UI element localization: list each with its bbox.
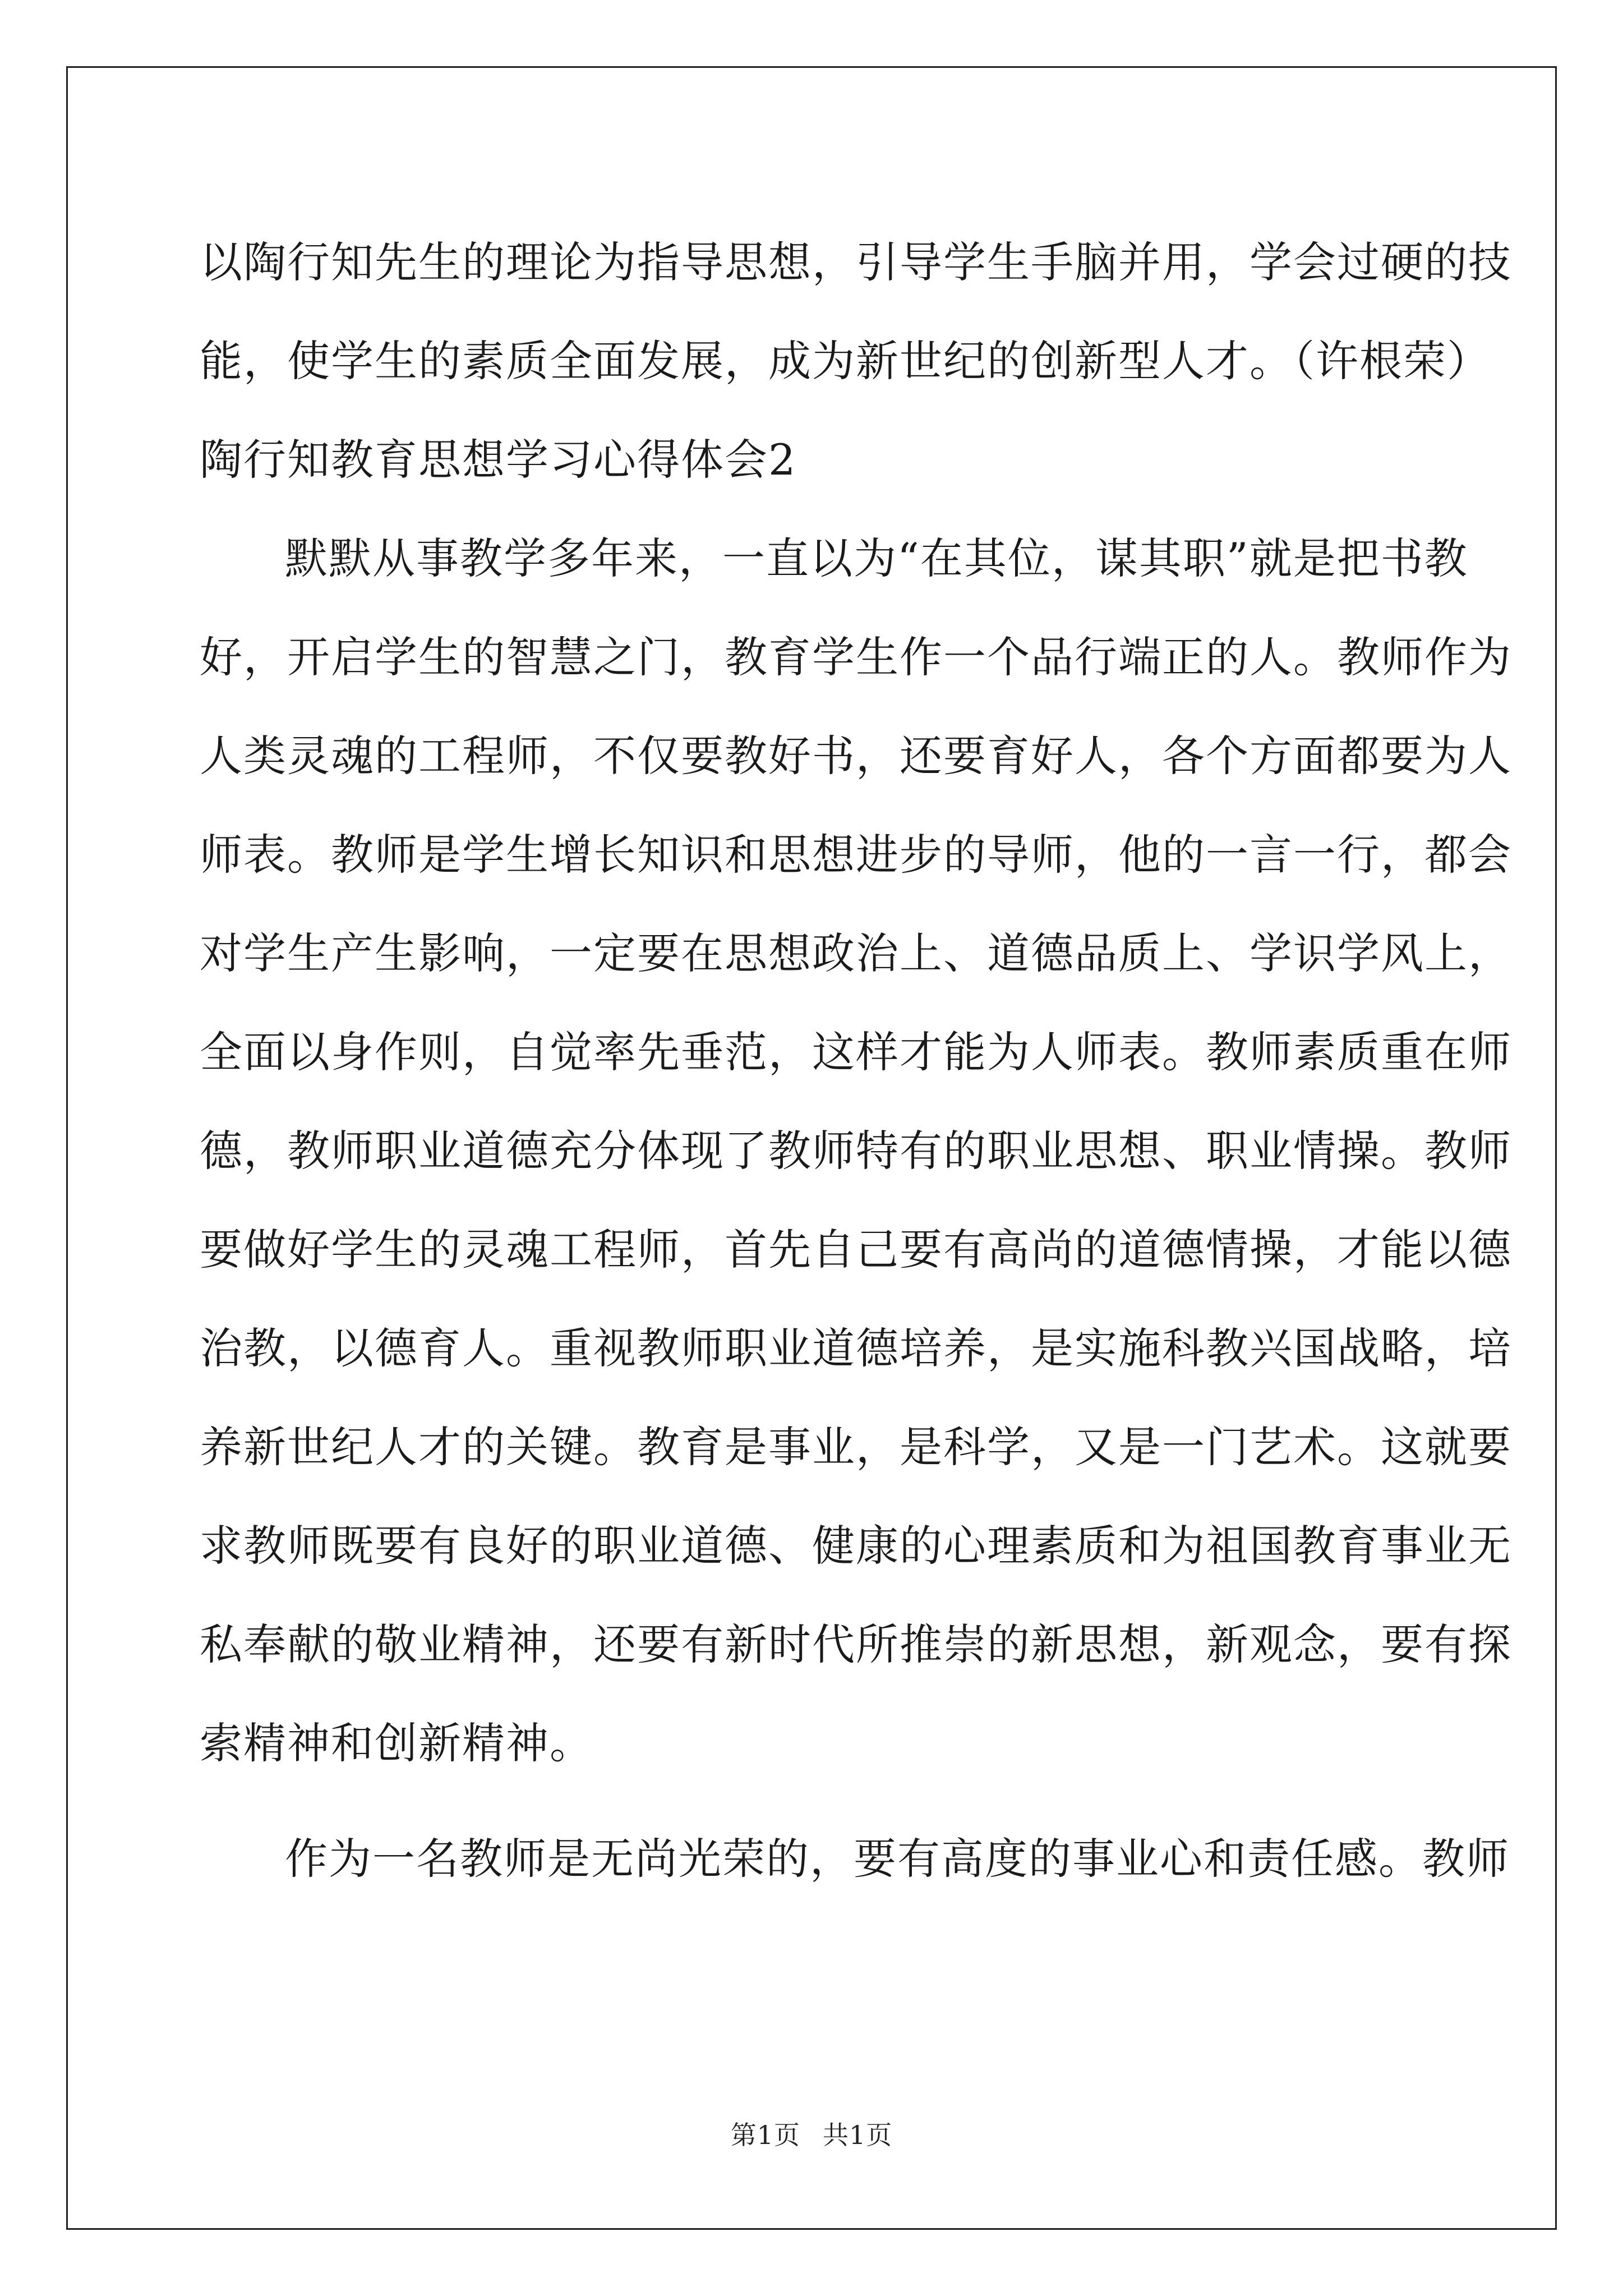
text-line: 以陶行知先生的理论为指导思想，引导学生手脑并用，学会过硬的技 xyxy=(200,237,1512,287)
text-line: 能，使学生的素质全面发展，成为新世纪的创新型人才。（许根荣） xyxy=(200,336,1491,386)
document-body xyxy=(200,213,1512,1908)
text-line: 人类灵魂的工程师，不仅要教好书，还要育好人，各个方面都要为人 xyxy=(200,731,1512,781)
text-line: 作为一名教师是无尚光荣的，要有高度的事业心和责任感。教师 xyxy=(285,1834,1510,1884)
text-line: 要做好学生的灵魂工程师，首先自己要有高尚的道德情操，才能以德 xyxy=(200,1225,1512,1274)
section-heading: 陶行知教育思想学习心得体会2 xyxy=(200,435,797,485)
text-line: 对学生产生影响，一定要在思想政治上、道德品质上、学识学风上， xyxy=(200,928,1512,978)
page-total: 共1页 xyxy=(823,2120,893,2150)
text-line: 养新世纪人才的关键。教育是事业，是科学，又是一门艺术。这就要 xyxy=(200,1422,1512,1472)
text-line: 私奉献的敬业精神，还要有新时代所推崇的新思想，新观念，要有探 xyxy=(200,1619,1512,1669)
text-line: 默默从事教学多年来，一直以为“在其位，谋其职”就是把书教 xyxy=(285,533,1468,583)
page-footer xyxy=(0,2115,1623,2152)
paragraph-gap xyxy=(200,1793,1422,1810)
text-line: 索精神和创新精神。 xyxy=(200,1718,593,1768)
page-number: 第1页 xyxy=(730,2120,800,2150)
text-line: 求教师既要有良好的职业道德、健康的心理素质和为祖国教育事业无 xyxy=(200,1521,1512,1571)
text-line: 德，教师职业道德充分体现了教师特有的职业思想、职业情操。教师 xyxy=(200,1126,1512,1176)
text-line: 治教，以德育人。重视教师职业道德培养，是实施科教兴国战略，培 xyxy=(200,1323,1512,1373)
text-line: 师表。教师是学生增长知识和思想进步的导师，他的一言一行，都会 xyxy=(200,830,1512,880)
text-line: 好，开启学生的智慧之门，教育学生作一个品行端正的人。教师作为 xyxy=(200,632,1512,682)
text-line: 全面以身作则，自觉率先垂范，这样才能为人师表。教师素质重在师 xyxy=(200,1027,1512,1077)
